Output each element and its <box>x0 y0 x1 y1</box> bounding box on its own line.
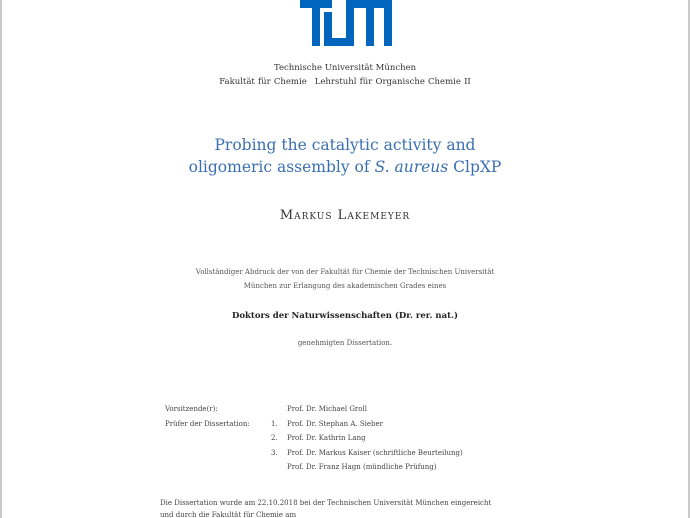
author-name: Markus Lakemeyer <box>279 208 411 223</box>
title-line-2 <box>0 156 690 178</box>
faculty-name: Fakultät für Chemie <box>219 77 307 87</box>
footer-line-1: Die Dissertation wurde am 22.10.2018 bei der Technischen Universität München eingereicht <box>160 499 492 507</box>
examiner-row <box>165 460 525 475</box>
examiner-row <box>165 417 525 432</box>
examiner-number: 1. <box>271 419 278 428</box>
examiner-row <box>165 446 525 461</box>
tum-logo-icon <box>298 0 394 46</box>
chair-name-value: Prof. Dr. Michael Groll <box>287 405 367 413</box>
examiner-row <box>165 431 525 446</box>
chair-name: Lehrstuhl für Organische Chemie II <box>314 77 471 87</box>
degree-title: Doktors der Naturwissenschaften (Dr. rer. nat.) <box>232 311 458 321</box>
university-name: Technische Universität München <box>273 63 417 73</box>
committee-chair-row <box>165 402 525 417</box>
statement-line-2: München zur Erlangung des akademischen Grades eines <box>243 282 447 290</box>
committee-block <box>165 402 525 475</box>
title-line-2-suffix: ClpXP <box>448 158 502 176</box>
examiner-number: 2. <box>271 434 278 442</box>
examiner-name: Prof. Dr. Stephan A. Sieber <box>287 419 384 428</box>
title-line-1: Probing the catalytic activity and <box>214 136 476 154</box>
examiner-name: Prof. Dr. Markus Kaiser (schriftliche Beurteilung) <box>287 448 463 457</box>
submission-statement <box>0 265 690 293</box>
submission-footer <box>160 497 540 518</box>
institution-block <box>0 61 690 89</box>
approval-text: genehmigten Dissertation. <box>297 339 393 347</box>
examiner-name: Prof. Dr. Franz Hagn (mündliche Prüfung) <box>287 463 437 471</box>
examiners-label: Prüfer der Dissertation: <box>165 419 250 428</box>
footer-line-2: und durch die Fakultät für Chemie am <box>160 511 297 518</box>
examiner-number: 3. <box>271 448 278 457</box>
examiner-name: Prof. Dr. Kathrin Lang <box>287 434 366 442</box>
title-organism: S. aureus <box>374 158 449 176</box>
faculty-line <box>0 75 690 89</box>
title-line-2-prefix: oligomeric assembly of <box>188 158 375 176</box>
thesis-title <box>0 134 690 178</box>
statement-line-1: Vollständiger Abdruck der von der Fakultät für Chemie der Technischen Universität <box>195 268 495 276</box>
chair-label: Vorsitzende(r): <box>165 405 218 413</box>
